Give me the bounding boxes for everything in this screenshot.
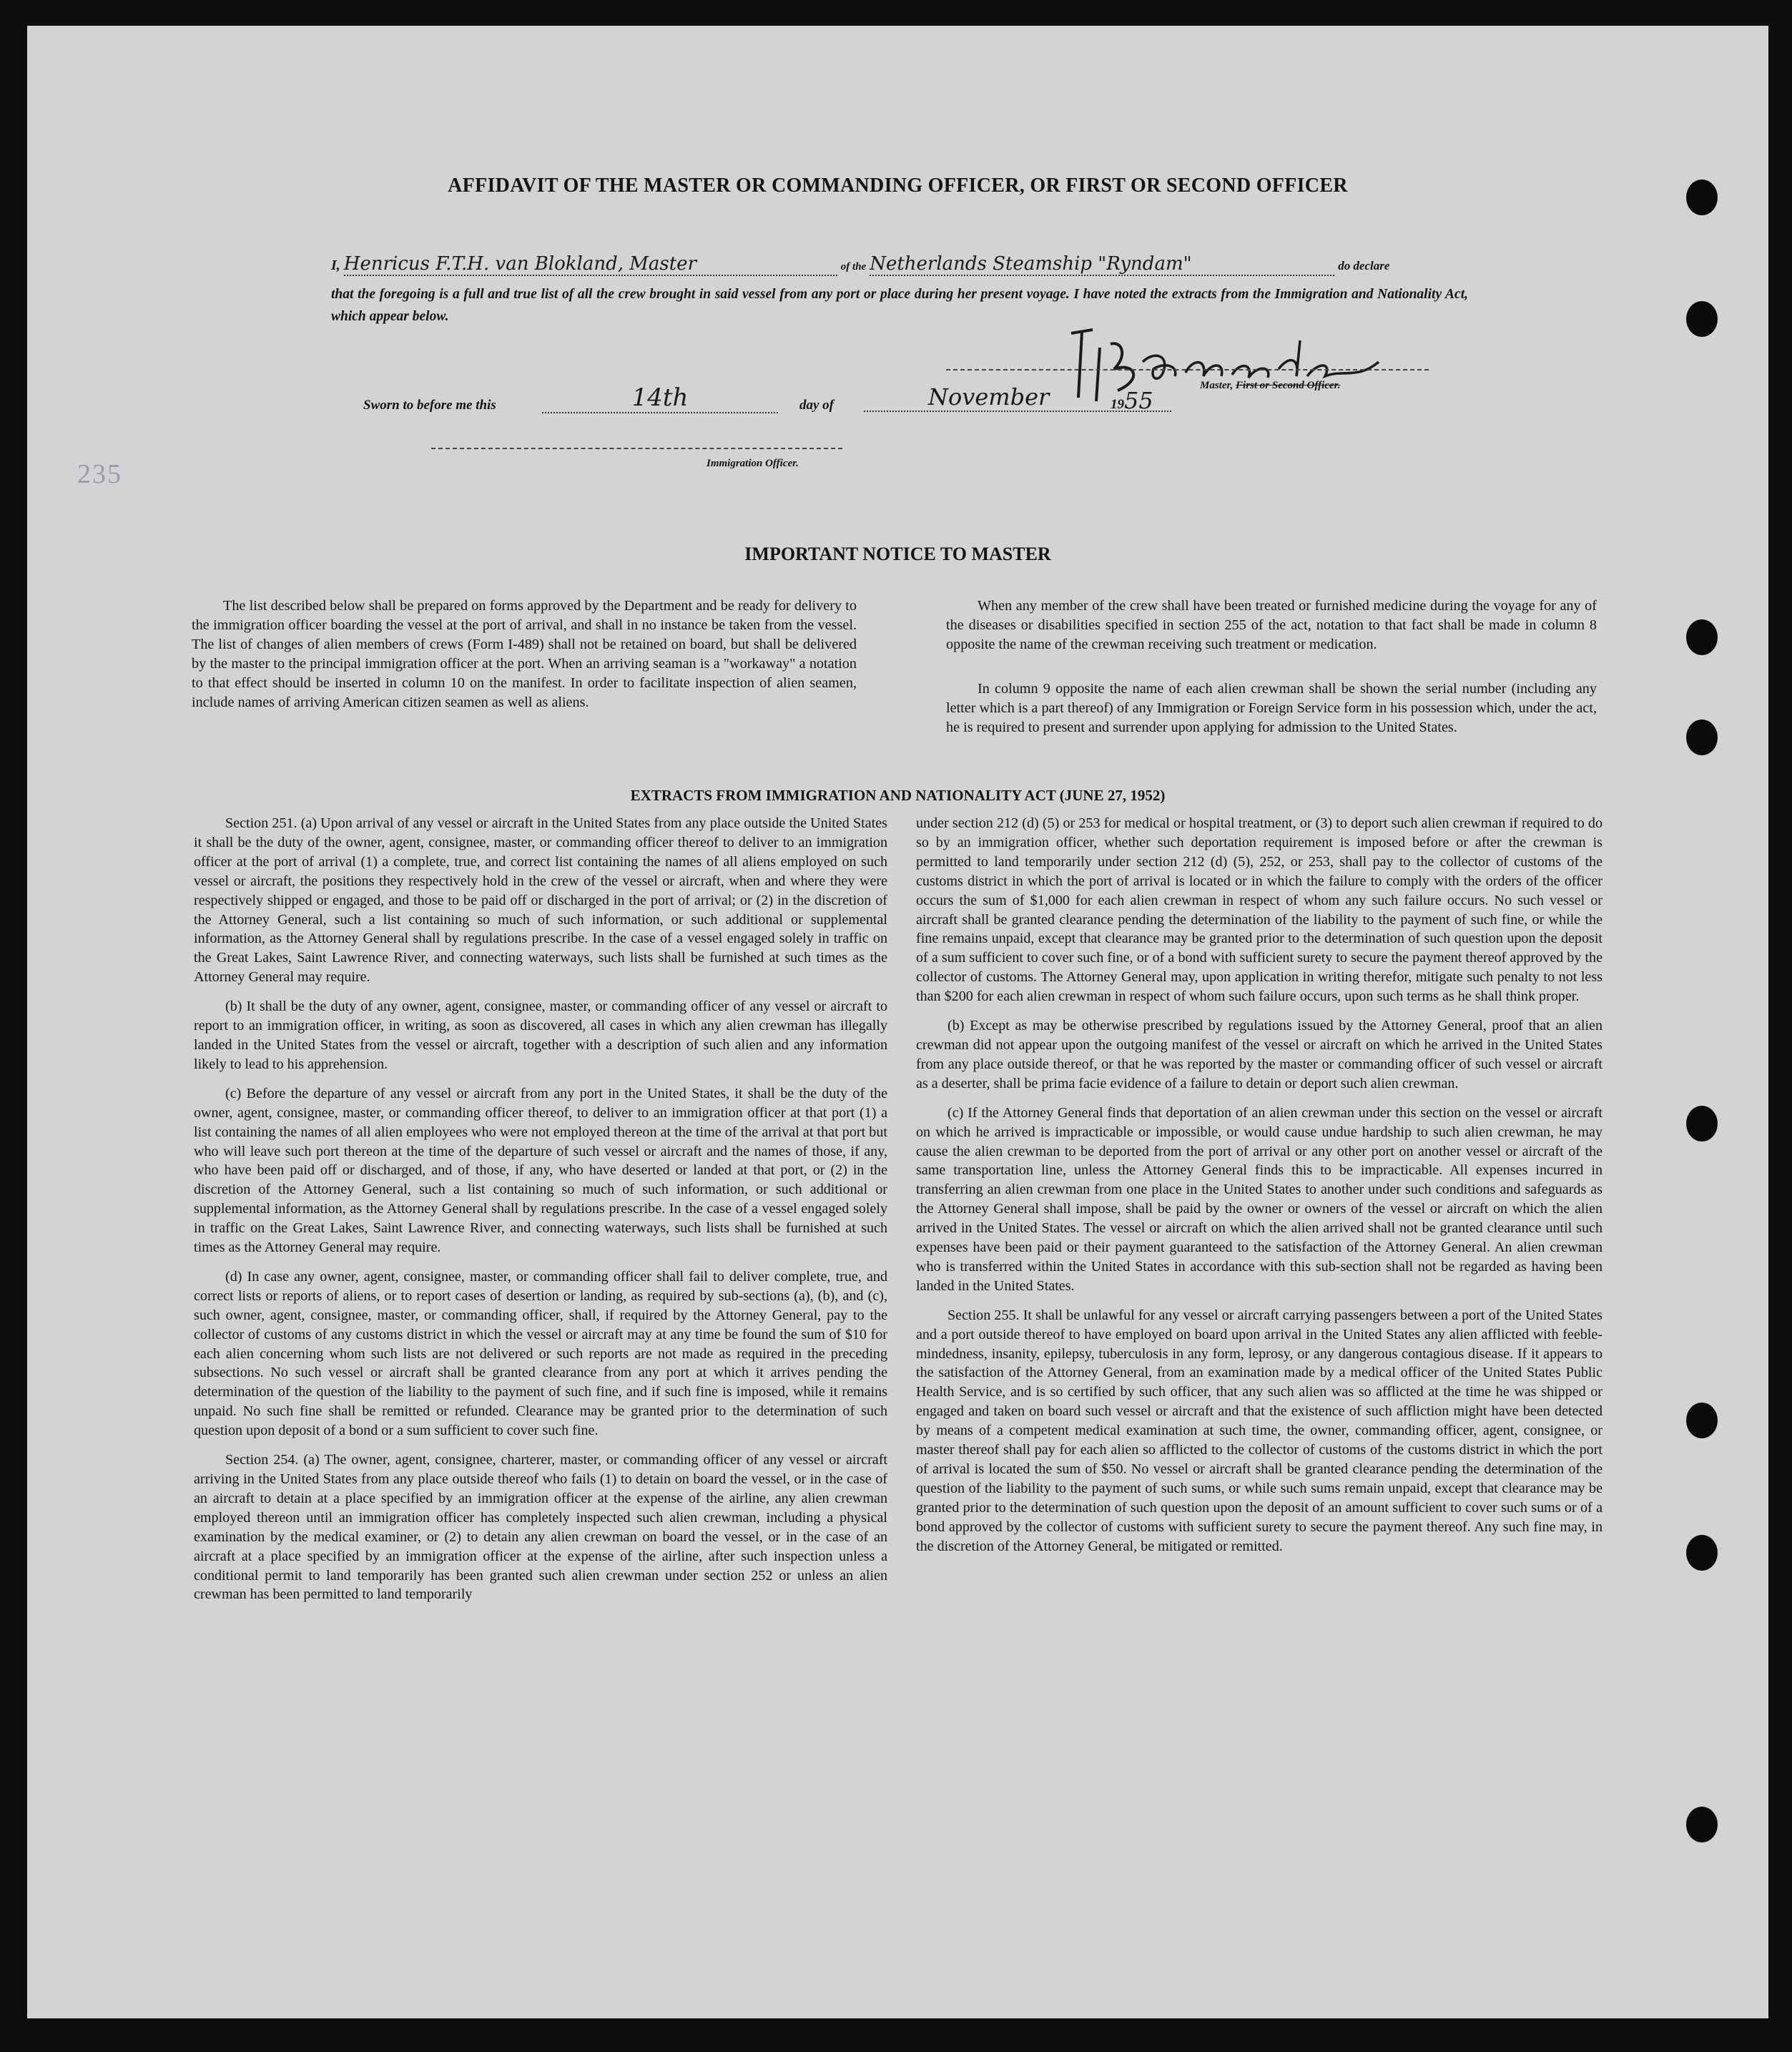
section-251d: (d) In case any owner, agent, consignee, master, or commanding officer shall fail to deliver complete, true, and correct lists or reports of aliens, or to report cases of desertion or landing, as required by sub-sections (a), (b), and (c), such owner, agent, consignee, master, or commanding officer, shall, if required by the Attorney General, pay to the collector of customs of any customs district in which the vessel or aircraft may at any time be found the sum of $10 for each alien concerning whom such lists are not delivered or such reports are not made as required in the preceding subsections. No such vessel or aircraft shall be granted clearance from any port at which it arrives pending the determination of the question of the liability to the payment of such fine, and if such fine is imposed, while it remains unpaid. No such fine shall be remitted or refunded. Clearance may be granted prior to the determination of such question upon deposit of a bond or a sum sufficient to cover such fine. (194, 1268, 887, 1439)
section-255: Section 255. It shall be unlawful for any vessel or aircraft carrying passengers between a port of the United States and a port outside thereof to have employed on board upon arrival in the United States any alien afflicted with feeble-mindedness, insanity, epilepsy, tuberculosis in any form, leprosy, or any dangerous contagious disease. If it appears to the satisfaction of the Attorney General, from an examination made by a medical officer of the United States Public Health Service, and is so certified by such officer, that any such alien was so afflicted at the time he was shipped or engaged and taken on board such vessel or aircraft and that the existence of such affliction might have been detected by means of a competent medical examination at such time, the owner, commanding officer, agent, consignee, or master thereof shall pay for each alien so afflicted to the collector of customs of the customs district in which the port of arrival is located the sum of $50. No vessel or aircraft shall be granted clearance pending the determination of the question of the liability to the payment of such sums, or while such sums remain unpaid, except that clearance may be granted prior to the determination of such question upon the deposit of an amount sufficient to cover such sums or of a bond approved by the collector of customs with sufficient surety to secure the payment thereof. Any such fine may, in the discretion of the Attorney General, be mitigated or remitted. (916, 1307, 1603, 1554)
binder-hole-5 (1686, 1106, 1718, 1142)
struck-officer-role: First or Second Officer. (1236, 380, 1341, 391)
year-value: 55 (1124, 387, 1153, 414)
section-254a-cont: under section 212 (d) (5) or 253 for medical or hospital treatment, or (3) to deport such alien crewman if required to do so by an immigration officer, whether such deportation requirement is imposed before or after the crewman is permitted to land temporarily under section 212 (d) (5), 252, or 253, shall pay to the collector of customs of the customs district in which the port of arrival is located or in which the failure to comply with the orders of the officer occurs the sum of $1,000 for each alien crewman in respect of whom any such failure occurs. No such vessel or aircraft shall be granted clearance pending the determination of the liability to the payment of such fine, or while the fine remains unpaid, except that clearance may be granted prior to the determination of such question upon the deposit of a sum sufficient to cover such fine, or of a bond with sufficient surety to secure the payment thereof approved by the collector of customs. The Attorney General may, upon application in writing therefor, mitigate such penalty to not less than $200 for each alien crewman in respect of whom such failure occurs, upon such terms as he shall think proper. (916, 815, 1603, 1005)
binder-hole-4 (1686, 720, 1718, 755)
sworn-day-field (542, 383, 778, 413)
declaration-line (331, 253, 1468, 276)
notice-right-paragraph-1: When any member of the crew shall have been treated or furnished medicine during the voyage for any of the diseases or disabilities specified in section 255 of the act, notation to that fact shall be made in column 8 opposite the name of the crewman receiving such treatment or medication. (946, 598, 1597, 653)
sworn-label: Sworn to before me this (363, 398, 496, 413)
section-251b: (b) It shall be the duty of any owner, agent, consignee, master, or commanding officer of any vessel or aircraft to report to an immigration officer, in writing, as soon as discovered, all cases in which any alien crewman has illegally landed in the United States from the vessel or aircraft, together with a description of such alien and any information likely to lead to his apprehension. (194, 998, 887, 1072)
extracts-title: EXTRACTS FROM IMMIGRATION AND NATIONALITY ACT (JUNE 27, 1952) (630, 787, 1166, 804)
binder-hole-7 (1686, 1535, 1718, 1571)
section-251c: (c) Before the departure of any vessel or aircraft from any port in the United States, it shall be the duty of the owner, agent, consignee, master, or commanding officer thereof, to deliver to an immigration officer at that port (1) a list containing the names of all alien employees who were not employed thereon at the time of the arrival at that port but who will leave such port thereon at the time of the departure of such vessel or aircraft and the names of those, if any, who have been paid off or discharged, and of those, if any, who have deserted or landed at that port, or (2) in the discretion of the Attorney General, such a list containing so much of such information, or such additional or supplemental information, as the Attorney General shall by regulations prescribe. In the case of a vessel engaged solely in traffic on the Great Lakes, Saint Lawrence River, and connecting waterways, such lists shall be furnished at such times as the Attorney General may require. (194, 1085, 887, 1256)
extracts-right-column (916, 814, 1603, 1566)
immigration-officer-line (431, 448, 842, 449)
signature-role-label (1200, 380, 1340, 392)
binder-hole-2 (1686, 301, 1718, 337)
section-254b: (b) Except as may be otherwise prescribed by regulations issued by the Attorney General, proof that an alien crewman did not appear upon the outgoing manifest of the vessel or aircraft on which he arrived in the United States from any place outside thereof, or that he was reported by the master or commanding officer of such vessel or aircraft as a deserter, shall be prima facie evidence of a failure to detain or deport such alien crewman. (916, 1018, 1603, 1091)
section-251a: Section 251. (a) Upon arrival of any vessel or aircraft in the United States from any place outside the United States it shall be the duty of the owner, agent, consignee, master, or commanding officer thereof to deliver to an immigration officer at the port of arrival (1) a complete, true, and correct list containing the names of all aliens employed on such vessel or aircraft, the positions they respectively hold in the crew of the vessel or aircraft, when and where they were respectively shipped or engaged, and those to be paid off or discharged in the port of arrival; or (2) in the discretion of the Attorney General, such a list containing so much of such information, or such additional or supplemental information, as the Attorney General shall by regulations prescribe. In the case of a vessel engaged solely in traffic on the Great Lakes, Saint Lawrence River, and connecting waterways, such lists shall be furnished at such times as the Attorney General may require. (194, 815, 887, 986)
section-254c: (c) If the Attorney General finds that deportation of an alien crewman under this section on the vessel or aircraft on which he arrived is impracticable or impossible, or would cause undue hardship to such alien crewman, he may cause the alien crewman to be deported from the port of arrival or any other port on another vessel or aircraft of the same transportation line, unless the Attorney General finds this to be impracticable. All expenses incurred in transferring an alien crewman from one place in the United States to another under such conditions and safeguards as the Attorney General shall impose, shall be paid by the owner or owners of the vessel or aircraft on which the alien arrived in the United States. The vessel or aircraft on which the alien arrived shall not be granted clearance until such expenses have been paid or their payment guaranteed to the satisfaction of the Attorney General. An alien crewman who is transferred within the United States in accordance with this sub-section shall not be regarded as having been landed in the United States. (916, 1104, 1603, 1294)
section-254a: Section 254. (a) The owner, agent, consignee, charterer, master, or commanding officer of any vessel or aircraft arriving in the United States from any place outside thereof who fails (1) to detain on board the vessel, or in the case of an aircraft to detain at a place specified by an immigration officer at the expense of the airline, any alien crewman employed thereon until an immigration officer has completely inspected such alien crewman, including a physical examination by the medical examiner, or (2) to detain any alien crewman on board the vessel, or in the case of an aircraft at a place specified by an immigration officer at the expense of the airline, after such inspection unless a conditional permit to land temporarily has been granted such alien crewman under section 252 or unless an alien crewman has been permitted to land temporarily (194, 1452, 887, 1603)
sworn-year (1111, 387, 1153, 414)
binder-hole-8 (1686, 1807, 1718, 1842)
notice-right-paragraph-2: In column 9 opposite the name of each alien crewman shall be shown the serial number (including any letter which is a part thereof) of any Immigration or Foreign Service form in his possession which, under the act, he is required to present and surrender upon applying for admission to the United States. (946, 681, 1597, 736)
signature-line (946, 369, 1429, 370)
page-number: 235 (77, 459, 122, 489)
master-role: Master, (1200, 380, 1234, 391)
year-prefix: 19 (1111, 397, 1124, 412)
binder-hole-3 (1686, 619, 1718, 655)
declaration-prefix: I, (331, 257, 340, 273)
document-page (27, 26, 1768, 2018)
immigration-officer-label: Immigration Officer. (707, 458, 799, 469)
binder-hole-6 (1686, 1403, 1718, 1438)
extracts-left-column (194, 814, 887, 1614)
declaration-body: that the foregoing is a full and true list of all the crew brought in said vessel from any port or place during her present voyage. I have noted the extracts from the Immigration and Nationality Act, which appear below. (331, 287, 1468, 324)
master-name-field: Henricus F.T.H. van Blokland, Master (344, 253, 837, 276)
notice-title: IMPORTANT NOTICE TO MASTER (744, 544, 1051, 564)
notice-left-paragraph: The list described below shall be prepared on forms approved by the Department and be ready for delivery to the immigration officer boarding the vessel at the port of arrival, and shall in no instance be taken from the vessel. The list of changes of alien members of crews (Form I-489) shall not be retained on board, but shall be delivered by the master to the principal immigration officer at the port. When an arriving seaman is a "workaway" a notation to that effect should be inserted in column 10 on the manifest. In order to facilitate inspection of alien seamen, include names of arriving American citizen seamen as well as aliens. (192, 598, 857, 711)
sworn-day-value: 14th (631, 383, 689, 412)
vessel-name-field: Netherlands Steamship "Ryndam" (870, 253, 1334, 276)
of-the-label: of the (840, 261, 867, 273)
day-of-label: day of (799, 398, 835, 413)
do-declare-label: do declare (1338, 259, 1390, 273)
sworn-month-value: November (928, 383, 1050, 411)
affidavit-title: AFFIDAVIT OF THE MASTER OR COMMANDING OFFICER, OR FIRST OR SECOND OFFICER (448, 175, 1348, 197)
